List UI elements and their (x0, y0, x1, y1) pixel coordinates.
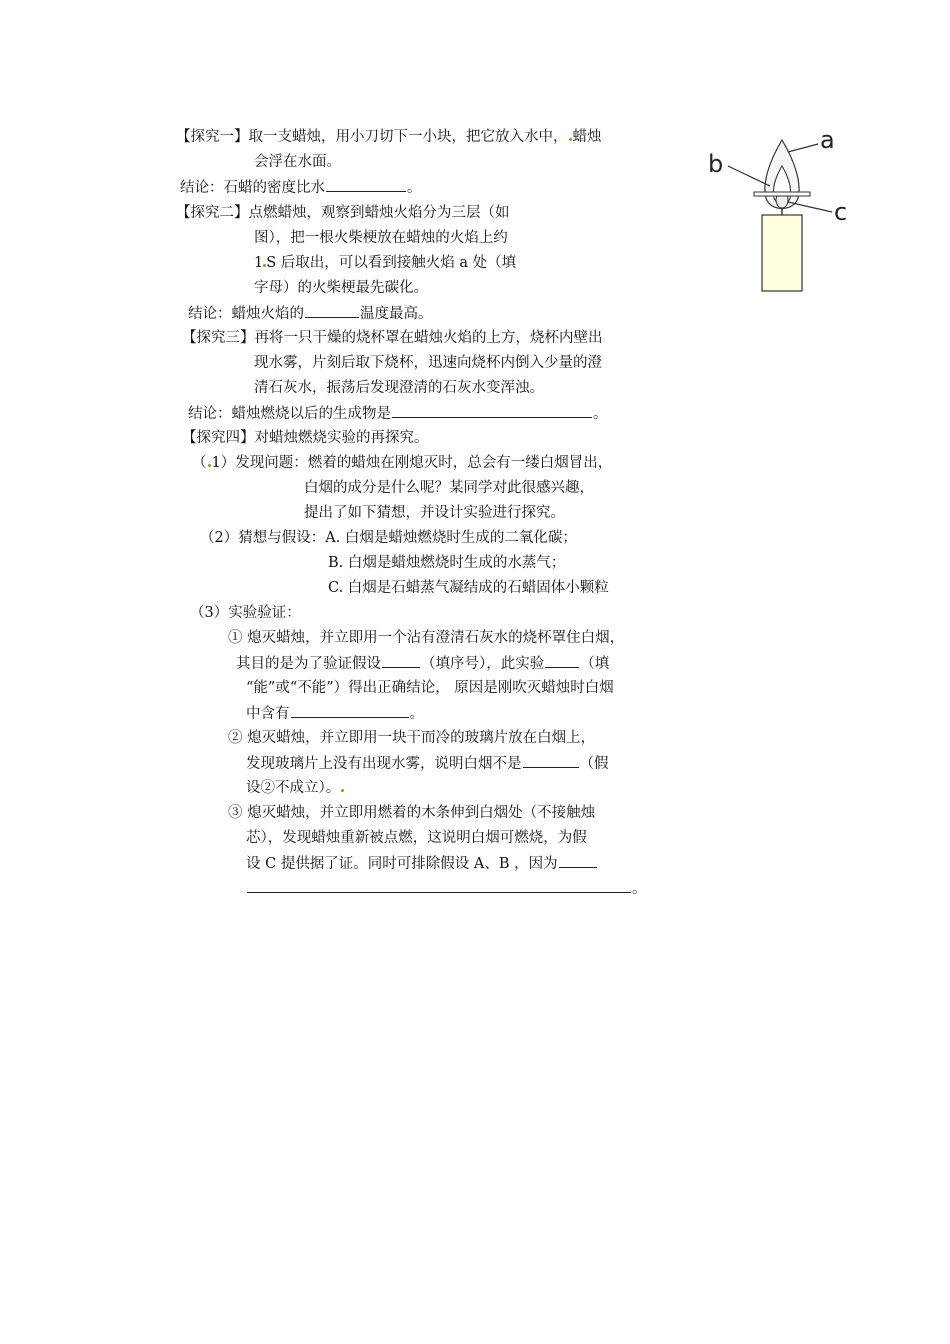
leader-line-b (728, 166, 770, 186)
answer-blank-because-1[interactable] (559, 853, 597, 868)
answer-blank-because-2[interactable] (247, 878, 631, 893)
q1-line3: 提出了如下猜想，并设计实验进行探究。 (304, 505, 565, 521)
stray-dot-mark (569, 138, 572, 141)
e2-line1: ② 熄灭蜡烛，并立即用一块干而冷的玻璃片放在白烟上， (228, 730, 596, 746)
section3-line3: 清石灰水，振荡后发现澄清的石灰水变浑浊。 (254, 380, 544, 396)
e2-line2: 发现玻璃片上没有出现水雾，说明白烟不是 （假 (246, 753, 609, 774)
leader-line-a (788, 144, 818, 152)
section4-line1: 【探究四】对蜡烛燃烧实验的再探究。 (182, 430, 429, 446)
answer-blank-contains[interactable] (291, 703, 409, 718)
e3-line4: 。 (246, 878, 647, 899)
section3-line1: 【探究三】再将一只干燥的烧杯罩在蜡烛火焰的上方，烧杯内壁出 (182, 330, 603, 346)
e1-line3: “能”或“不能”）得出正确结论， 原因是刚吹灭蜡烛时白烟 (246, 680, 614, 696)
section4-title: 【探究四】 (182, 430, 255, 446)
answer-blank-flame-layer[interactable] (305, 303, 359, 318)
answer-blank-products[interactable] (392, 403, 592, 418)
section3-title: 【探究三】 (182, 330, 255, 346)
section2-line1: 【探究二】点燃蜡烛，观察到蜡烛火焰分为三层（如 (176, 205, 510, 221)
label-a: a (820, 126, 835, 154)
q1-line2: 白烟的成分是什么呢？某同学对此很感兴趣， (304, 480, 594, 496)
e3-line1: ③ 熄灭蜡烛，并立即用燃着的木条伸到白烟处（不接触烛 (228, 805, 596, 821)
q2-line1: （2）猜想与假设：A. 白烟是蜡烛燃烧时生成的二氧化碳； (200, 530, 577, 546)
e1-line1: ① 熄灭蜡烛，并立即用一个沾有澄清石灰水的烧杯罩住白烟， (228, 630, 625, 646)
stray-dot-mark (341, 789, 344, 792)
section2-line2: 图），把一根火柴梗放在蜡烛的火焰上约 (254, 230, 508, 246)
section2-line4: 字母）的火柴梗最先碳化。 (254, 280, 428, 296)
answer-blank-density[interactable] (326, 177, 406, 192)
stray-dot-mark (208, 464, 211, 467)
e3-line3: 设 C 提供据了证。同时可排除假设 A、B ，因为 (246, 853, 598, 874)
e3-line2: 芯），发现蜡烛重新被点燃，这说明白烟可燃烧，为假 (246, 830, 587, 846)
candle-body (762, 215, 802, 291)
section2-conclusion: 结论：蜡烛火焰的 温度最高。 (188, 303, 433, 324)
leader-line-c (788, 202, 832, 212)
section1-title: 【探究一】 (176, 129, 249, 145)
matchstick (754, 192, 810, 196)
e2-line3: 设②不成立）。 (246, 778, 345, 798)
q3-title: （3）实验验证： (190, 605, 301, 621)
q2-line2: B. 白烟是蜡烛燃烧时生成的水蒸气； (328, 555, 566, 571)
q1-line1: （ 1）发现问题：燃着的蜡烛在刚熄灭时，总会有一缕白烟冒出， (192, 455, 613, 471)
answer-blank-hypothesis[interactable] (382, 653, 420, 668)
section2-title: 【探究二】 (176, 205, 249, 221)
section1-conclusion: 结论：石蜡的密度比水 。 (180, 177, 422, 198)
candle-flame-figure (700, 120, 860, 300)
e1-line4: 中含有 。 (246, 703, 424, 724)
answer-blank-can-or-cannot[interactable] (545, 653, 579, 668)
section3-line2: 现水雾，片刻后取下烧杯，迅速向烧杯内倒入少量的澄 (254, 355, 602, 371)
section2-line3: 1 S 后取出，可以看到接触火焰 a 处（填 (254, 255, 517, 271)
q2-line3: C. 白烟是石蜡蒸气凝结成的石蜡固体小颗粒 (328, 580, 609, 596)
e1-line2: 其目的是为了验证假设 （填序号），此实验 （填 (236, 653, 609, 674)
label-c: c (834, 198, 848, 226)
section1-line1: 【探究一】取一支蜡烛，用小刀切下一小块，把它放入水中， 蜡烛 (176, 129, 602, 145)
section3-conclusion: 结论：蜡烛燃烧以后的生成物是 。 (188, 403, 608, 424)
answer-blank-not-substance[interactable] (523, 753, 579, 768)
label-b: b (708, 150, 724, 178)
section1-line2: 会浮在水面。 (254, 154, 341, 170)
